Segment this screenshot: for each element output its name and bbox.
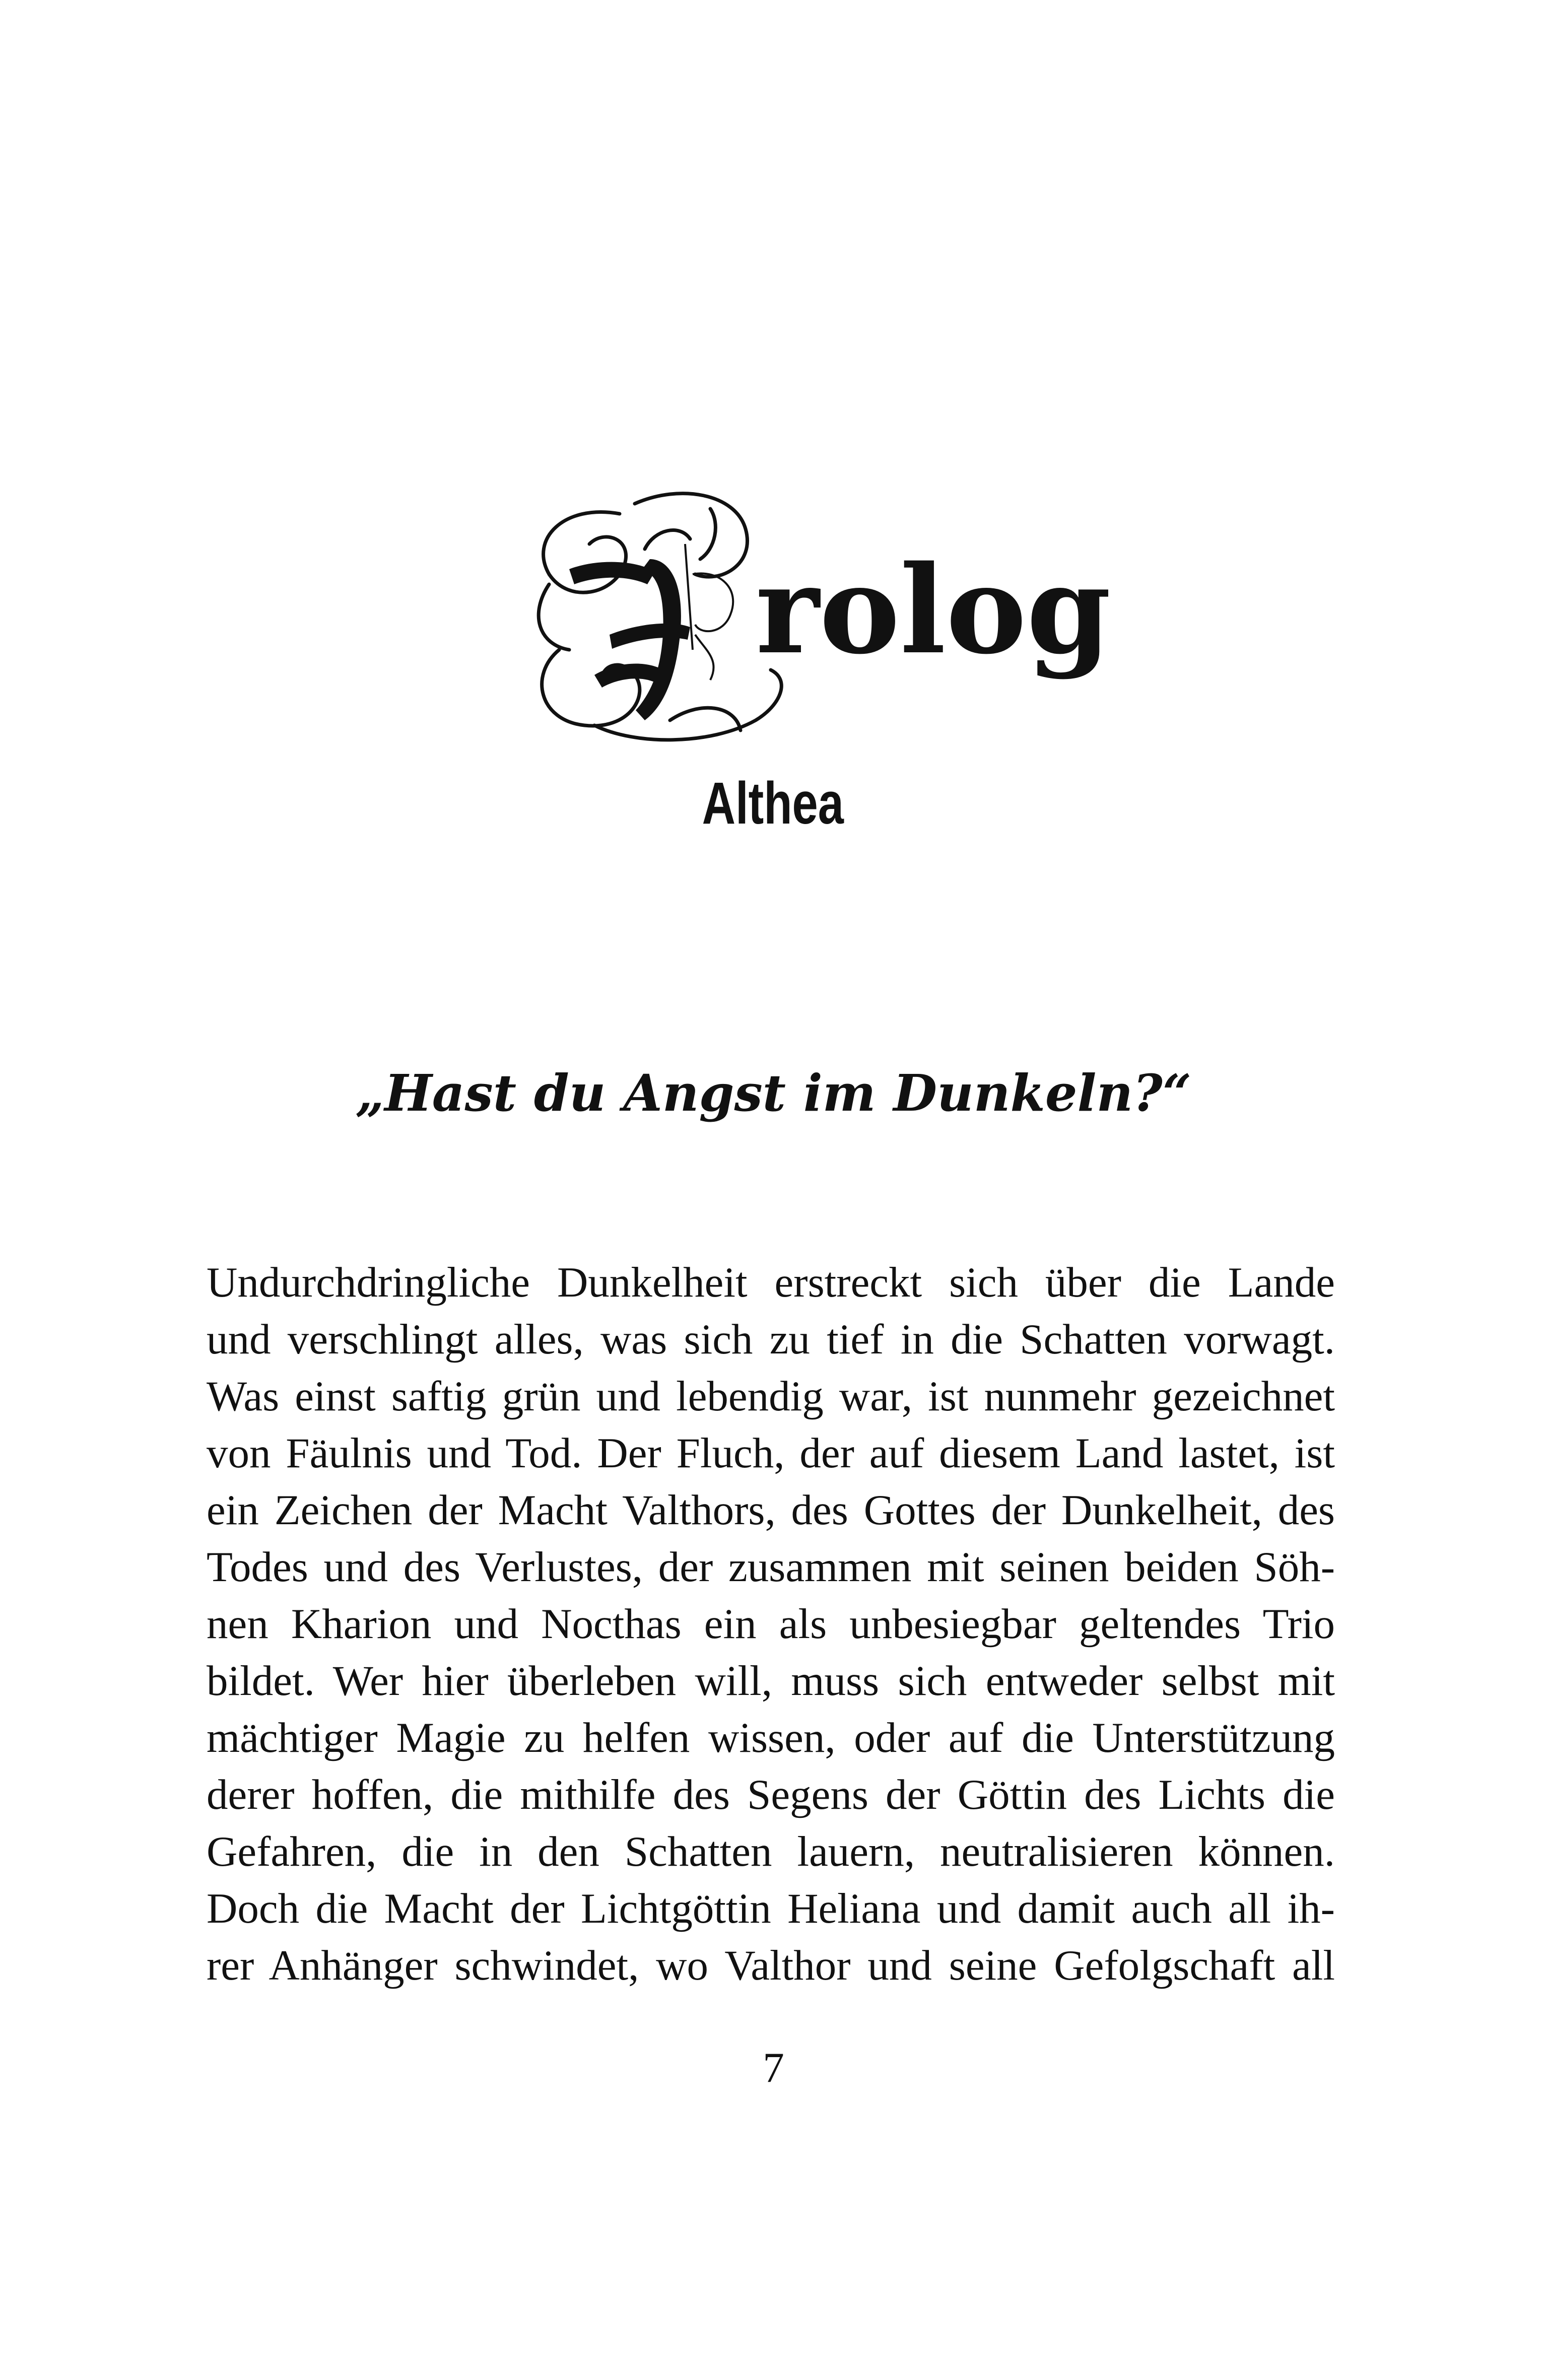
epigraph: „Hast du Angst im Dunkeln?“ [355,1063,1192,1123]
body-line: nen Kharion und Nocthas ein als unbesiegbar geltendes Trio [207,1600,1335,1648]
body-text [207,1254,1335,1994]
body-line: Undurchdringliche Dunkelheit erstreckt sich über die Lande [207,1259,1335,1306]
body-line: Doch die Macht der Lichtgöttin Heliana und damit auch all ih- [207,1885,1335,1932]
body-line: Todes und des Verlustes, der zusammen mit seinen beiden Söh- [207,1543,1335,1591]
title-tail-glyphs: rolog [756,539,1111,681]
body-line: rer Anhänger schwindet, wo Valthor und seine Gefolgschaft all [207,1942,1335,1989]
body-line: Gefahren, die in den Schatten lauern, neutralisieren können. [207,1828,1335,1875]
chapter-subtitle: Althea [702,770,844,837]
chapter-heading [519,484,1111,756]
body-line: von Fäulnis und Tod. Der Fluch, der auf diesem Land lastet, ist [207,1430,1335,1477]
body-line: Was einst saftig grün und lebendig war, ist nunmehr gezeichnet [207,1373,1335,1420]
page-number: 7 [763,2044,784,2091]
body-line: derer hoffen, die mithilfe des Segens der Göttin des Lichts die [207,1771,1335,1818]
body-line: mächtiger Magie zu helfen wissen, oder auf die Unterstützung [207,1714,1335,1761]
body-line: bildet. Wer hier überleben will, muss sich entweder selbst mit [207,1657,1335,1705]
body-line: und verschlingt alles, was sich zu tief in die Schatten vorwagt. [207,1316,1335,1363]
body-line: ein Zeichen der Macht Valthors, des Gottes der Dunkelheit, des [207,1486,1335,1534]
